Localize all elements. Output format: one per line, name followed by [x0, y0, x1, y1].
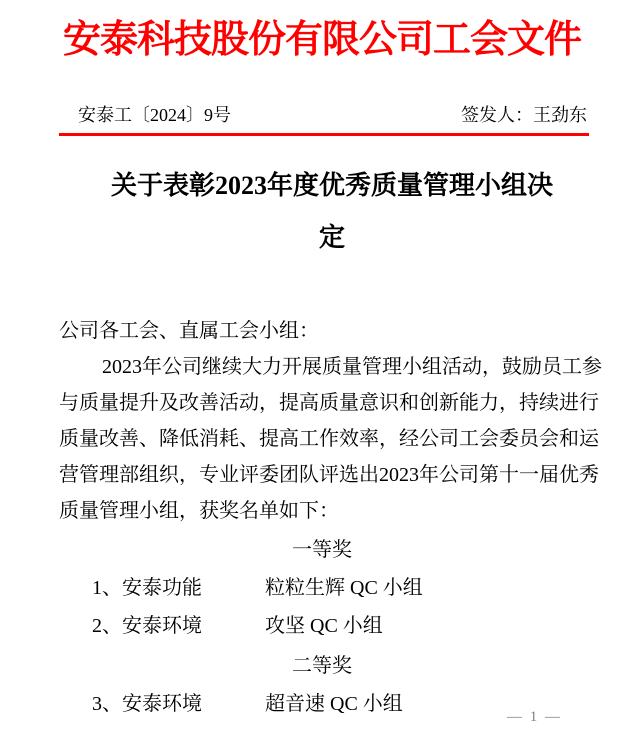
body-paragraph: [59, 349, 602, 529]
paragraph-line: 与质量提升及改善活动，提高质量意识和创新能力，持续进行: [59, 392, 599, 414]
award-team-name: 攻坚 QC 小组: [265, 615, 383, 637]
award-team-name: 超音速 QC 小组: [265, 693, 403, 715]
issuer-name: 签发人：王劲东: [461, 105, 587, 125]
paragraph-line: 2023年公司继续大力开展质量管理小组活动，鼓励员工参: [102, 356, 602, 378]
salutation-line: 公司各工会、直属工会小组：: [59, 320, 319, 342]
red-divider-line: [59, 133, 589, 136]
paragraph-line: 质量改善、降低消耗、提高工作效率，经公司工会委员会和运: [59, 428, 599, 450]
first-prize-heading: 一等奖: [292, 539, 352, 561]
award-row: [92, 607, 644, 645]
document-meta-row: [0, 105, 644, 125]
paragraph-line: 质量管理小组，获奖名单如下：: [59, 500, 339, 522]
union-document-header-title: 安泰科技股份有限公司工会文件: [62, 19, 581, 61]
second-prize-heading: 二等奖: [292, 655, 352, 677]
award-entry-label: 3、安泰环境: [92, 693, 202, 715]
award-row: [92, 569, 644, 607]
paragraph-line: 营管理部组织，专业评委团队评选出2023年公司第十一届优秀: [59, 464, 599, 486]
document-title-line-1: 关于表彰2023年度优秀质量管理小组决: [110, 171, 553, 200]
page-number: — 1 —: [507, 709, 562, 725]
award-entry-label: 1、安泰功能: [92, 577, 202, 599]
award-entry-label: 2、安泰环境: [92, 615, 202, 637]
document-number: 安泰工〔2024〕9号: [78, 105, 231, 125]
document-title: [0, 160, 644, 264]
document-title-line-2: 定: [318, 223, 345, 252]
award-team-name: 粒粒生辉 QC 小组: [265, 577, 423, 599]
